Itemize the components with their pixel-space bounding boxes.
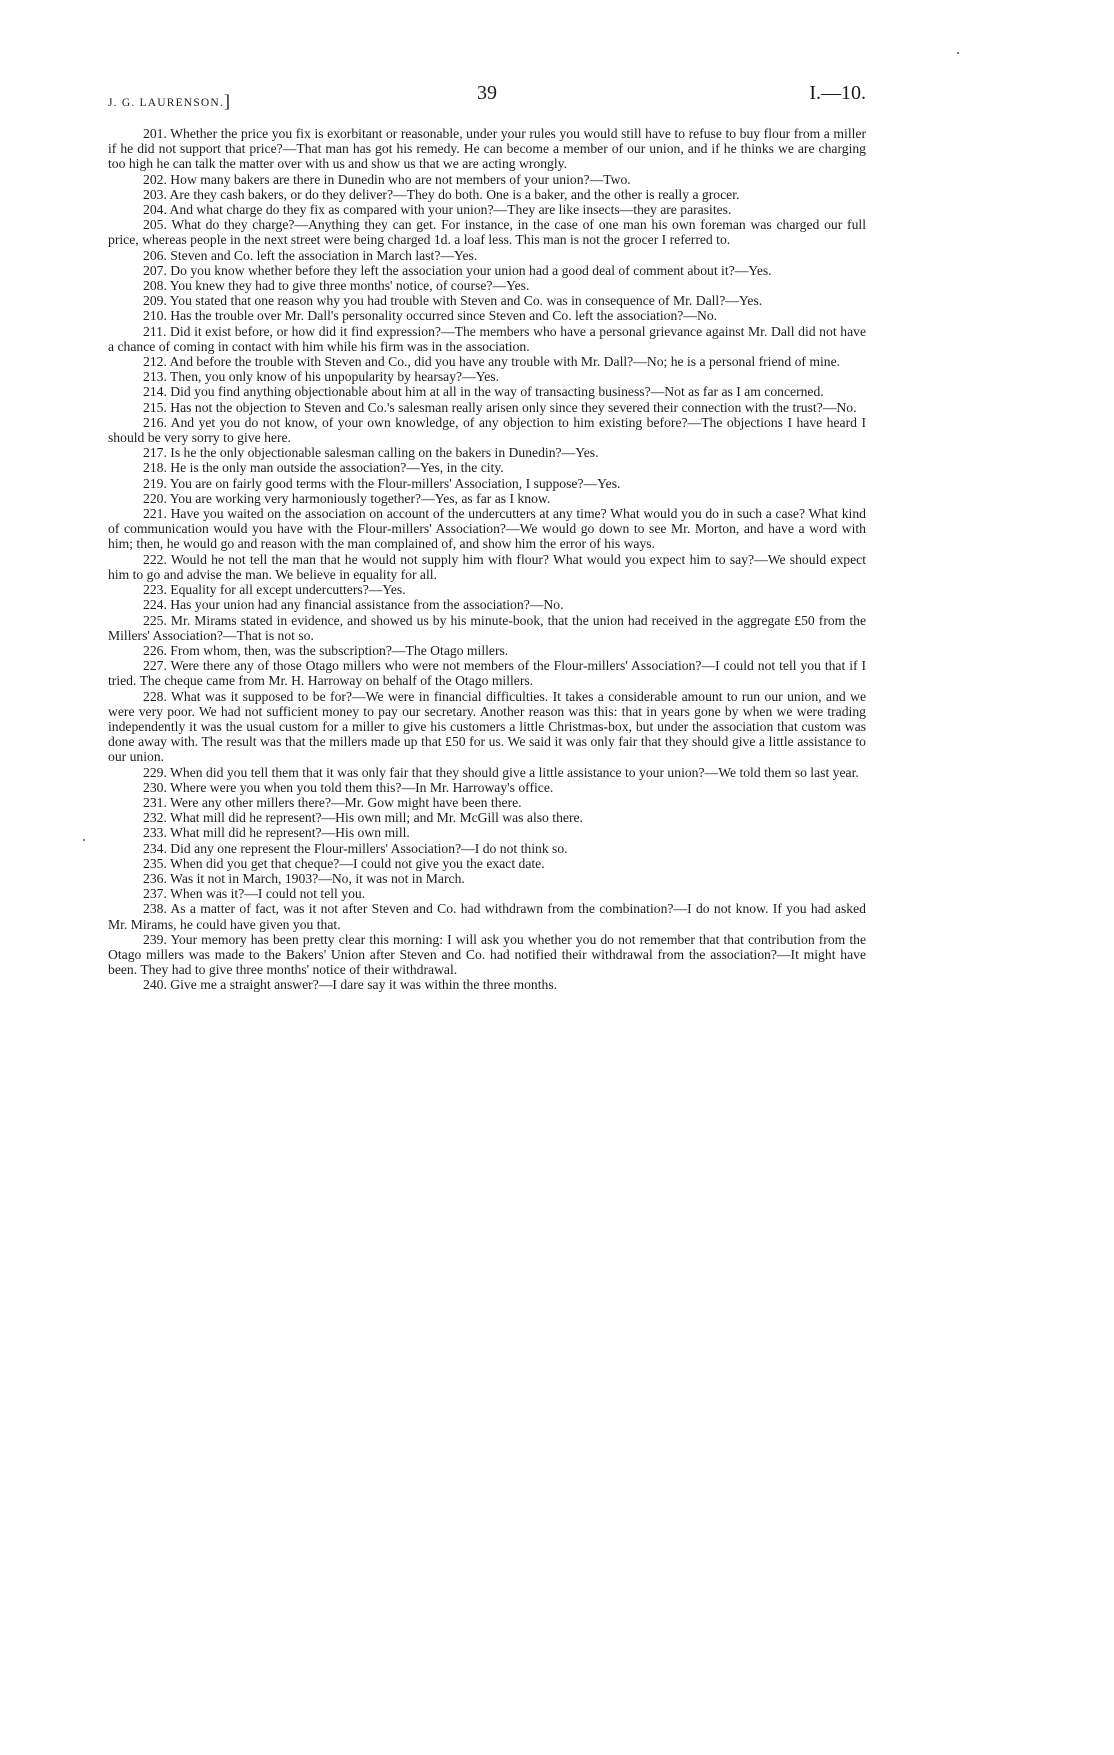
evidence-paragraph: 224. Has your union had any financial assistance from the association?—No.: [143, 597, 564, 613]
evidence-paragraph: 229. When did you tell them that it was only fair that they should give a little assistance to your union?—We told them so last year.: [143, 764, 859, 780]
evidence-paragraph: 209. You stated that one reason why you had trouble with Steven and Co. was in consequence of Mr. Dall?—Yes.: [143, 293, 763, 309]
evidence-paragraph: 227. Were there any of those Otago millers who were not members of the Flour-millers' Association?—I could not tell you that if I tried. The cheque came from Mr. H. Harroway on behalf of the Otago millers.: [108, 658, 866, 689]
evidence-paragraph: 207. Do you know whether before they left the association your union had a good deal of comment about it?—Yes.: [143, 262, 772, 278]
evidence-paragraph: 216. And yet you do not know, of your own knowledge, of any objection to him existing before?—The objections I have heard I should be very sorry to give here.: [108, 414, 866, 446]
evidence-paragraph: 235. When did you get that cheque?—I could not give you the exact date.: [143, 855, 545, 871]
page-header: [108, 84, 866, 112]
evidence-paragraph: 210. Has the trouble over Mr. Dall's personality occurred since Steven and Co. left the association?—No.: [143, 308, 718, 324]
author-running-head: J. G. LAURENSON.]: [108, 91, 232, 111]
evidence-paragraph: 222. Would he not tell the man that he would not supply him with flour? What would you expect him to say?—We should expect him to go and advise the man. We believe in equality for all.: [108, 551, 866, 582]
document-page: [108, 84, 866, 993]
evidence-paragraph: 223. Equality for all except undercutters?—Yes.: [143, 582, 406, 598]
evidence-paragraph: 226. From whom, then, was the subscription?—The Otago millers.: [143, 642, 509, 658]
evidence-paragraph: 208. You knew they had to give three months' notice, of course?—Yes.: [143, 278, 530, 294]
evidence-paragraph: 217. Is he the only objectionable salesman calling on the bakers in Dunedin?—Yes.: [143, 445, 599, 461]
evidence-paragraph: 228. What was it supposed to be for?—We were in financial difficulties. It takes a considerable amount to run our union, and we were very poor. We had not sufficient money to pay our secretary. Another reason was this: that in years gone by when we were trading independently it was the usual custom for a miller to give his customers a little Christmas-box, but under the association that custom was done away with. The result was that the millers made up that £50 for us. We said it was only fair that they should give a little assistance to our union.: [108, 688, 866, 765]
evidence-paragraph: 225. Mr. Mirams stated in evidence, and showed us by his minute-book, that the union had received in the aggregate £50 from the Millers' Association?—That is not so.: [108, 612, 866, 643]
scan-speck: [957, 52, 959, 54]
document-reference: I.—10.: [809, 82, 866, 104]
evidence-paragraph: 212. And before the trouble with Steven and Co., did you have any trouble with Mr. Dall?—No; he is a personal friend of mine.: [143, 354, 841, 370]
evidence-paragraph: 231. Were any other millers there?—Mr. Gow might have been there.: [143, 794, 522, 810]
evidence-paragraph: 214. Did you find anything objectionable about him at all in the way of transacting business?—Not as far as I am concerned.: [143, 384, 824, 400]
evidence-paragraph: 240. Give me a straight answer?—I dare say it was within the three months.: [143, 977, 558, 993]
evidence-paragraph: 230. Where were you when you told them this?—In Mr. Harroway's office.: [143, 779, 554, 795]
scan-speck: [83, 839, 85, 841]
evidence-paragraph: 201. Whether the price you fix is exorbitant or reasonable, under your rules you would still have to refuse to buy flour from a miller if he did not support that price?—That man has got his remedy. He can become a member of our union, and if he thinks we are charging too high he can talk the matter over with us and show us that we are acting wrongly.: [108, 126, 866, 172]
evidence-paragraph: 205. What do they charge?—Anything they can get. For instance, in the case of one man his own foreman was charged our full price, whereas people in the next street were being charged 1d. a loaf less. This man is not the grocer I referred to.: [108, 217, 866, 248]
evidence-paragraph: 234. Did any one represent the Flour-millers' Association?—I do not think so.: [143, 840, 568, 856]
page-number: 39: [477, 82, 497, 104]
evidence-paragraph: 238. As a matter of fact, was it not after Steven and Co. had withdrawn from the combination?—I do not know. If you had asked Mr. Mirams, he could have given you that.: [108, 901, 866, 932]
evidence-paragraph: 220. You are working very harmoniously together?—Yes, as far as I know.: [143, 490, 551, 506]
evidence-paragraph: 202. How many bakers are there in Dunedin who are not members of your union?—Two.: [143, 171, 631, 187]
evidence-paragraph: 237. When was it?—I could not tell you.: [143, 886, 366, 902]
evidence-paragraph: 213. Then, you only know of his unpopularity by hearsay?—Yes.: [143, 369, 500, 385]
evidence-paragraph: 233. What mill did he represent?—His own mill.: [143, 825, 410, 841]
evidence-paragraph: 204. And what charge do they fix as compared with your union?—They are like insects—they are parasites.: [143, 202, 732, 218]
evidence-paragraph: 219. You are on fairly good terms with the Flour-millers' Association, I suppose?—Yes.: [143, 475, 621, 491]
evidence-paragraph: 203. Are they cash bakers, or do they deliver?—They do both. One is a baker, and the other is really a grocer.: [143, 186, 740, 202]
evidence-paragraph: 239. Your memory has been pretty clear this morning: I will ask you whether you do not remember that that contribution from the Otago millers was made to the Bakers' Union after Steven and Co. had notified their withdrawal from the association?—It might have been. They had to give three months' notice of their withdrawal.: [108, 931, 866, 978]
evidence-paragraph: 218. He is the only man outside the association?—Yes, in the city.: [143, 460, 504, 476]
evidence-paragraph: 236. Was it not in March, 1903?—No, it was not in March.: [143, 870, 465, 886]
evidence-paragraph: 215. Has not the objection to Steven and Co.'s salesman really arisen only since they severed their connection with the trust?—No.: [143, 399, 857, 415]
evidence-paragraph: 221. Have you waited on the association on account of the undercutters at any time? What would you do in such a case? What kind of communication would you have with the Flour-millers' Association?—We would go down to see Mr. Morton, and have a word with him; then, he would go and reason with the man complained of, and show him the error of his ways.: [108, 506, 866, 552]
evidence-body: [108, 126, 866, 993]
evidence-paragraph: 232. What mill did he represent?—His own mill; and Mr. McGill was also there.: [143, 810, 583, 826]
evidence-paragraph: 211. Did it exist before, or how did it find expression?—The members who have a personal grievance against Mr. Dall did not have a chance of coming in contact with him while his firm was in the association.: [108, 323, 866, 354]
evidence-paragraph: 206. Steven and Co. left the association in March last?—Yes.: [143, 247, 478, 263]
